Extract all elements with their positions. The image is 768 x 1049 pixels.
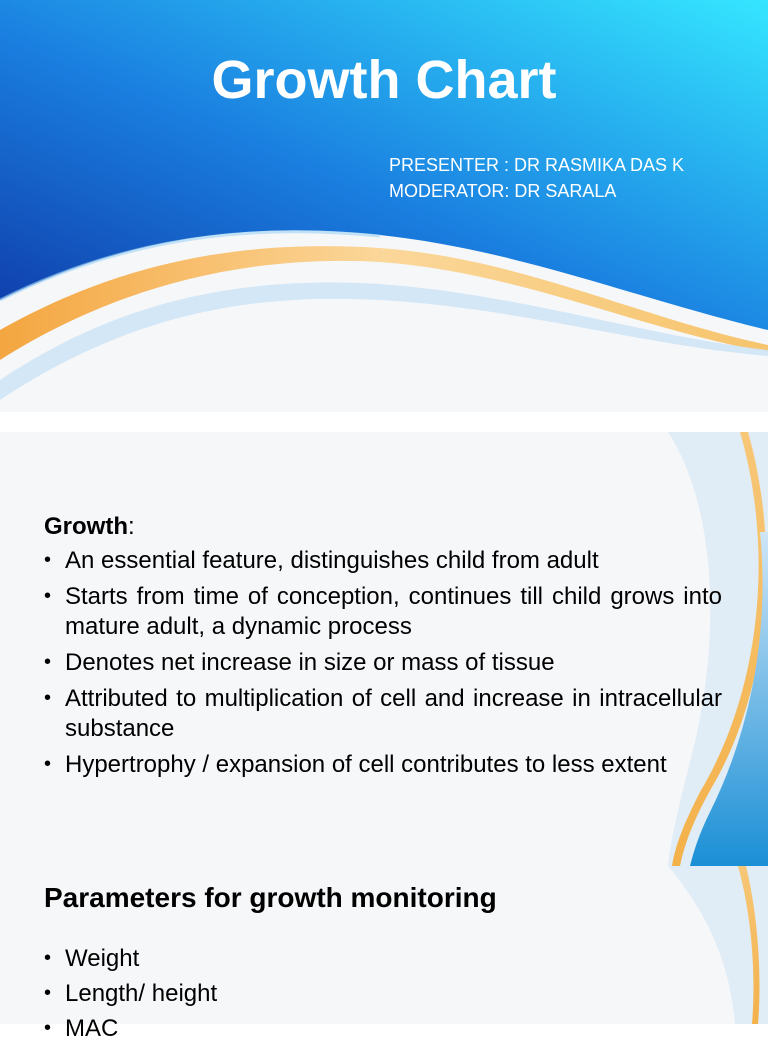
list-item: • Starts from time of conception, continues till child grows into mature adult, a dynamic process [44, 583, 722, 640]
title-slide [0, 0, 768, 412]
list-item: • An essential feature, distinguishes child from adult [44, 547, 599, 574]
growth-slide [0, 432, 768, 866]
bullet-icon: • [44, 753, 52, 775]
list-item: • Hypertrophy / expansion of cell contributes to less extent [44, 751, 667, 778]
list-item: • Weight [44, 945, 140, 972]
list-item: • Length/ height [44, 980, 218, 1007]
bullet-icon: • [44, 1017, 52, 1039]
bullet-icon: • [44, 687, 52, 709]
parameters-slide [0, 866, 768, 1042]
bullet-icon: • [44, 651, 52, 673]
bullet-icon: • [44, 982, 52, 1004]
bullet-icon: • [44, 585, 52, 607]
presenter-line: PRESENTER : DR RASMIKA DAS K [389, 155, 685, 175]
list-item: • MAC [44, 1015, 119, 1042]
growth-heading-text: Growth [44, 513, 128, 540]
bullet-icon: • [44, 549, 52, 571]
growth-heading [44, 512, 135, 542]
list-item: • Denotes net increase in size or mass of tissue [44, 649, 555, 676]
parameters-heading: Parameters for growth monitoring [44, 882, 497, 913]
list-item: • Attributed to multiplication of cell and increase in intracellular substance [44, 685, 722, 742]
moderator-line: MODERATOR: DR SARALA [389, 181, 617, 201]
slide-title: Growth Chart [211, 50, 557, 110]
parameters-bullet-list [44, 944, 722, 1049]
bullet-icon: • [44, 947, 52, 969]
growth-bullet-list [44, 546, 722, 786]
growth-heading-colon: : [128, 513, 135, 540]
